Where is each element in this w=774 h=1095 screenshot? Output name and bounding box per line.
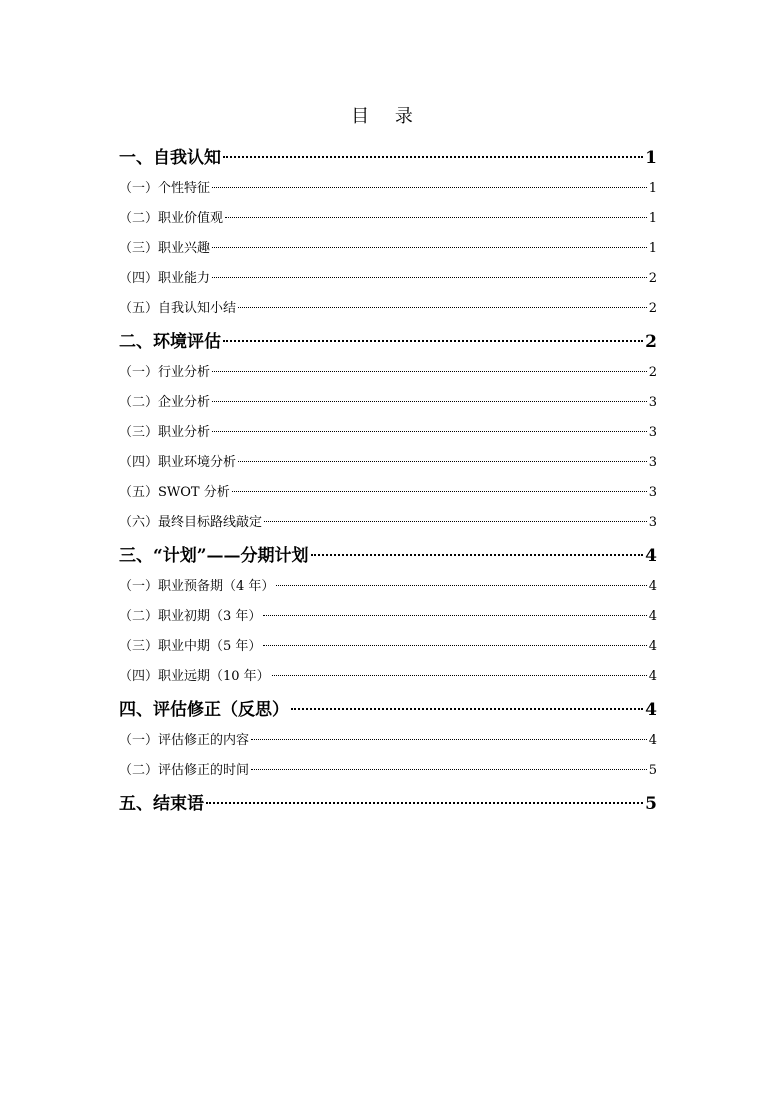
toc-entry-page: 3 — [648, 515, 657, 530]
toc-entry[interactable] — [119, 726, 657, 756]
toc-entry-page: 1 — [648, 241, 657, 256]
toc-entry-label: （三）职业分析 — [119, 425, 211, 440]
toc-entry-page: 2 — [648, 365, 657, 380]
toc-entry-page: 1 — [645, 148, 657, 168]
toc-entry-label: （四）职业环境分析 — [119, 455, 237, 470]
dot-leader — [263, 607, 646, 620]
toc-title: 目 录 — [351, 106, 423, 127]
toc-entry-label: （一）行业分析 — [119, 365, 211, 380]
toc-entry[interactable] — [119, 143, 657, 174]
toc-entry-label: 三、“计划”——分期计划 — [119, 546, 309, 566]
toc-entry-page: 4 — [645, 546, 657, 566]
dot-leader — [264, 513, 647, 526]
toc-entry[interactable] — [119, 448, 657, 478]
dot-leader — [212, 423, 647, 436]
toc-entry-label: （二）评估修正的时间 — [119, 763, 250, 778]
toc-entry-page: 4 — [648, 669, 657, 684]
toc-entry-label: （五）SWOT 分析 — [119, 485, 230, 500]
toc-entry-page: 4 — [648, 579, 657, 594]
toc-entry[interactable] — [119, 174, 657, 204]
toc-entry-page: 4 — [648, 733, 657, 748]
dot-leader — [276, 577, 646, 590]
toc-entry-label: （三）职业兴趣 — [119, 241, 211, 256]
toc-entry[interactable] — [119, 418, 657, 448]
toc-entry-label: 五、结束语 — [119, 794, 204, 814]
toc-entry[interactable] — [119, 695, 657, 726]
toc-entry[interactable] — [119, 388, 657, 418]
dot-leader — [238, 453, 647, 466]
toc-entry[interactable] — [119, 602, 657, 632]
toc-entry-label: 四、评估修正（反思） — [119, 700, 289, 720]
toc-entry-label: （二）企业分析 — [119, 395, 211, 410]
toc-entry-label: （四）职业能力 — [119, 271, 211, 286]
toc-entry-page: 3 — [648, 485, 657, 500]
table-of-contents — [119, 140, 657, 820]
toc-entry-label: （一）职业预备期（4 年） — [119, 579, 275, 594]
dot-leader — [232, 483, 647, 496]
dot-leader — [212, 393, 647, 406]
dot-leader — [212, 239, 647, 252]
dot-leader — [223, 330, 643, 347]
dot-leader — [238, 299, 647, 312]
toc-entry-page: 2 — [648, 271, 657, 286]
toc-entry-page: 3 — [648, 455, 657, 470]
toc-entry-page: 4 — [648, 639, 657, 654]
toc-entry-label: （二）职业初期（3 年） — [119, 609, 262, 624]
dot-leader — [212, 179, 647, 192]
toc-entry-page: 1 — [648, 211, 657, 226]
toc-entry-page: 1 — [648, 181, 657, 196]
toc-entry-label: （五）自我认知小结 — [119, 301, 237, 316]
dot-leader — [272, 667, 647, 680]
toc-entry[interactable] — [119, 358, 657, 388]
toc-entry[interactable] — [119, 508, 657, 538]
toc-entry-page: 2 — [648, 301, 657, 316]
toc-entry[interactable] — [119, 756, 657, 786]
toc-entry-page: 2 — [645, 332, 657, 352]
dot-leader — [291, 698, 643, 715]
toc-entry[interactable] — [119, 662, 657, 692]
toc-entry[interactable] — [119, 327, 657, 358]
toc-entry-label: （二）职业价值观 — [119, 211, 224, 226]
dot-leader — [223, 146, 643, 163]
toc-entry-label: （四）职业远期（10 年） — [119, 669, 270, 684]
toc-entry[interactable] — [119, 478, 657, 508]
toc-entry-page: 5 — [648, 763, 657, 778]
toc-entry-label: （一）个性特征 — [119, 181, 211, 196]
toc-entry[interactable] — [119, 572, 657, 602]
toc-entry-page: 4 — [645, 700, 657, 720]
dot-leader — [251, 731, 647, 744]
dot-leader — [212, 363, 647, 376]
toc-entry[interactable] — [119, 294, 657, 324]
toc-entry[interactable] — [119, 789, 657, 820]
toc-entry-page: 4 — [648, 609, 657, 624]
toc-entry-label: 一、自我认知 — [119, 148, 221, 168]
toc-entry[interactable] — [119, 541, 657, 572]
dot-leader — [225, 209, 647, 222]
dot-leader — [311, 544, 644, 561]
toc-entry-label: （一）评估修正的内容 — [119, 733, 250, 748]
toc-entry-label: （三）职业中期（5 年） — [119, 639, 262, 654]
toc-entry-label: （六）最终目标路线敲定 — [119, 515, 263, 530]
toc-entry[interactable] — [119, 204, 657, 234]
toc-entry[interactable] — [119, 234, 657, 264]
dot-leader — [263, 637, 646, 650]
toc-entry-page: 5 — [645, 794, 657, 814]
toc-entry[interactable] — [119, 632, 657, 662]
toc-entry-label: 二、环境评估 — [119, 332, 221, 352]
toc-entry[interactable] — [119, 264, 657, 294]
dot-leader — [251, 761, 647, 774]
toc-entry-page: 3 — [648, 425, 657, 440]
toc-entry-page: 3 — [648, 395, 657, 410]
dot-leader — [206, 792, 643, 809]
dot-leader — [212, 269, 647, 282]
